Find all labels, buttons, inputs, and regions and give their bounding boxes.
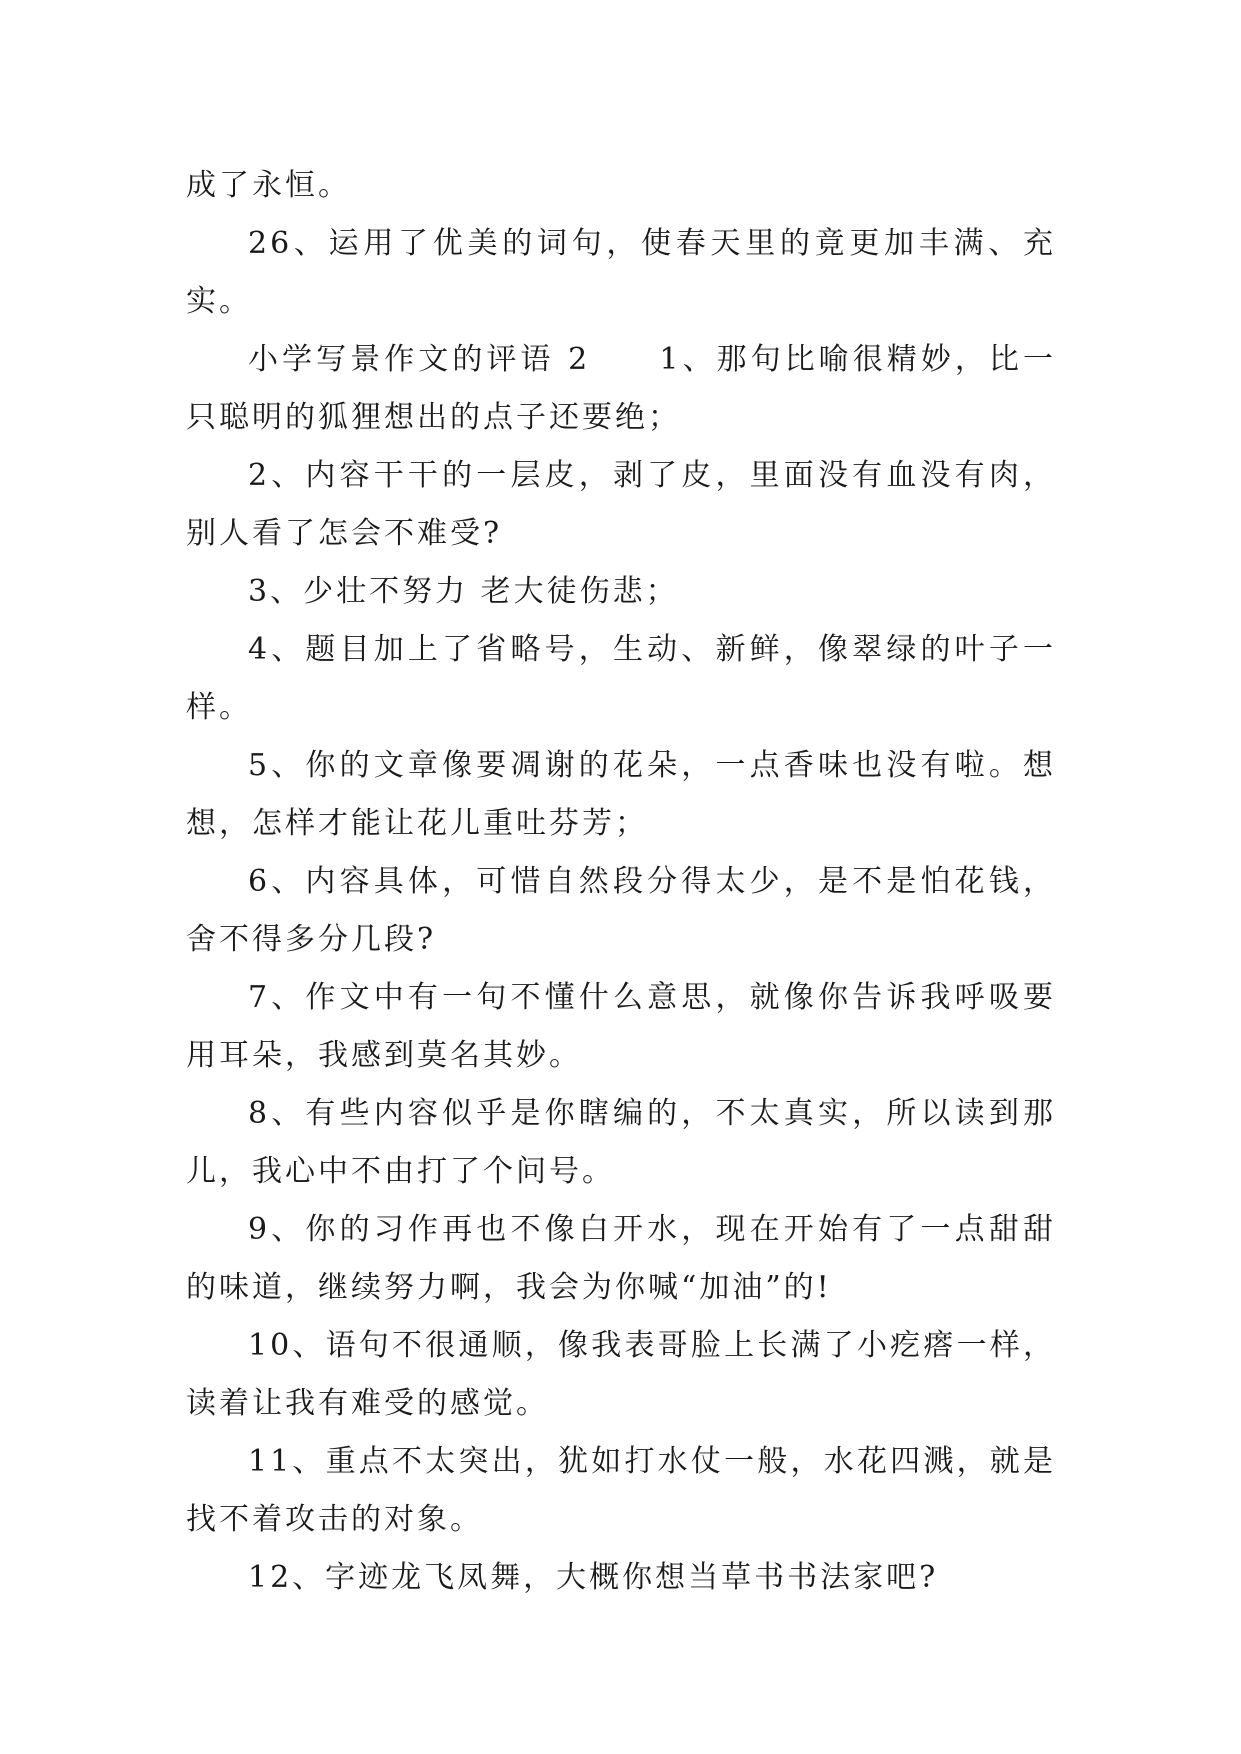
paragraph: 2、内容干干的一层皮，剥了皮，里面没有血没有肉，别人看了怎会不难受?: [186, 458, 1056, 551]
paragraph: 5、你的文章像要凋谢的花朵，一点香味也没有啦。想想，怎样才能让花儿重吐芬芳；: [186, 748, 1056, 841]
paragraph: 7、作文中有一句不懂什么意思，就像你告诉我呼吸要用耳朵，我感到莫名其妙。: [186, 980, 1056, 1073]
paragraph: 3、少壮不努力 老大徒伤悲；: [248, 574, 679, 609]
paragraph: 小学写景作文的评语 2 1、那句比喻很精妙，比一只聪明的狐狸想出的点子还要绝；: [186, 342, 1056, 435]
paragraph: 11、重点不太突出，犹如打水仗一般，水花四溅，就是找不着攻击的对象。: [186, 1444, 1056, 1537]
paragraph: 12、字迹龙飞凤舞，大概你想当草书书法家吧?: [248, 1560, 939, 1595]
paragraph: 9、你的习作再也不像白开水，现在开始有了一点甜甜的味道，继续努力啊，我会为你喊“加油”的!: [186, 1212, 1056, 1305]
paragraph: 8、有些内容似乎是你瞎编的，不太真实，所以读到那儿，我心中不由打了个问号。: [186, 1096, 1056, 1189]
paragraph: 26、运用了优美的词句，使春天里的竟更加丰满、充实。: [186, 226, 1056, 319]
paragraph: 10、语句不很通顺，像我表哥脸上长满了小疙瘩一样，读着让我有难受的感觉。: [186, 1328, 1056, 1421]
document-body: [186, 157, 1056, 1607]
paragraph: 6、内容具体，可惜自然段分得太少，是不是怕花钱，舍不得多分几段?: [186, 864, 1056, 957]
paragraph: 成了永恒。: [186, 168, 351, 203]
paragraph: 4、题目加上了省略号，生动、新鲜，像翠绿的叶子一样。: [186, 632, 1056, 725]
